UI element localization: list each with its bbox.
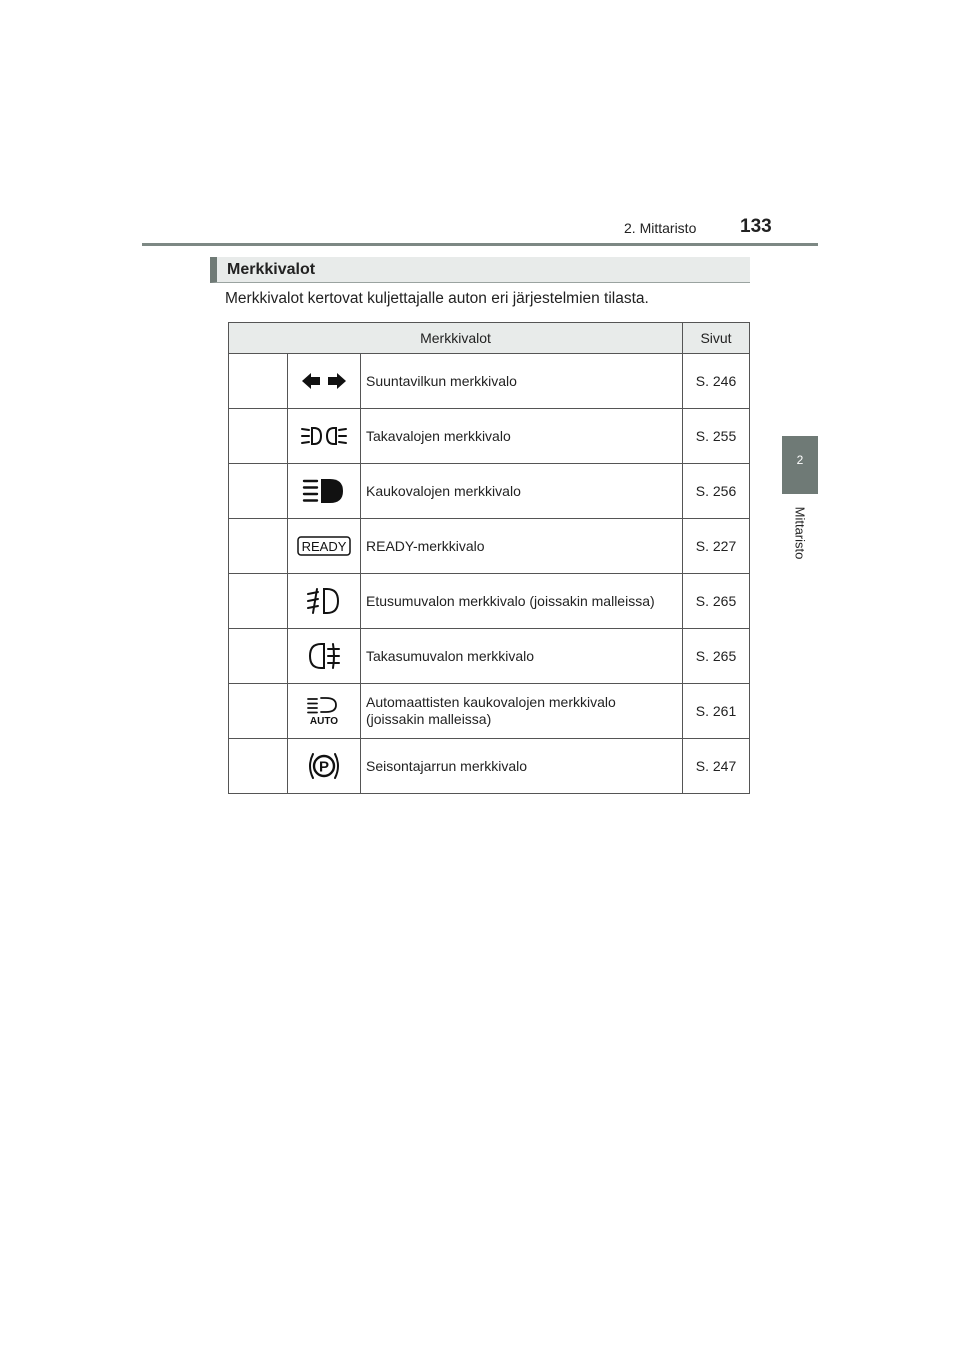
table-row: [229, 684, 750, 739]
turn-signal-arrows-icon: [300, 370, 348, 392]
table-row: [229, 354, 750, 409]
empty-cell: [229, 519, 288, 574]
table-row: [229, 629, 750, 684]
page-number: 133: [740, 216, 772, 237]
indicator-name: Takasumuvalon merkkivalo: [361, 629, 683, 684]
page-reference: S. 265: [683, 574, 750, 629]
indicator-name: Seisontajarrun merkkivalo: [361, 739, 683, 794]
indicator-name-line1: Automaattisten kaukovalojen merkkivalo: [366, 694, 616, 710]
table-row: [229, 409, 750, 464]
front-fog-light-icon: [304, 586, 344, 616]
tail-lights-icon: [300, 424, 348, 448]
auto-high-beam-icon: [302, 696, 346, 726]
svg-text:READY: READY: [301, 539, 347, 554]
header-divider: [142, 243, 818, 246]
page-reference: S. 265: [683, 629, 750, 684]
empty-cell: [229, 574, 288, 629]
svg-text:P: P: [318, 758, 330, 776]
svg-text:AUTO: AUTO: [309, 716, 339, 726]
page-reference: S. 246: [683, 354, 750, 409]
header-pages: Sivut: [683, 323, 750, 354]
empty-cell: [229, 354, 288, 409]
high-beam-icon: [300, 477, 348, 505]
chapter-title: 2. Mittaristo: [624, 220, 697, 236]
page-reference: S. 255: [683, 409, 750, 464]
empty-cell: [229, 684, 288, 739]
section-intro: Merkkivalot kertovat kuljettajalle auton eri järjestelmien tilasta.: [225, 290, 649, 307]
table-row: [229, 519, 750, 574]
page-reference: S. 256: [683, 464, 750, 519]
table-row: [229, 739, 750, 794]
indicator-name: READY-merkkivalo: [361, 519, 683, 574]
table-header-row: [229, 323, 750, 354]
section-heading-bar: [210, 257, 750, 283]
empty-cell: [229, 464, 288, 519]
ready-indicator-icon: [296, 535, 352, 557]
indicator-name: Suuntavilkun merkkivalo: [361, 354, 683, 409]
page-reference: S. 227: [683, 519, 750, 574]
empty-cell: [229, 629, 288, 684]
empty-cell: [229, 409, 288, 464]
indicator-name: Takavalojen merkkivalo: [361, 409, 683, 464]
table-row: [229, 574, 750, 629]
indicator-name: Kaukovalojen merkkivalo: [361, 464, 683, 519]
empty-cell: [229, 739, 288, 794]
rear-fog-light-icon: [304, 641, 344, 671]
chapter-tab-number: 2: [796, 453, 804, 467]
page-reference: S. 247: [683, 739, 750, 794]
section-title: Merkkivalot: [227, 261, 316, 278]
parking-brake-icon: [304, 750, 344, 782]
indicator-name: Etusumuvalon merkkivalo (joissakin malleissa): [361, 574, 683, 629]
indicator-table: [228, 322, 750, 794]
page-reference: S. 261: [683, 684, 750, 739]
indicator-name-line2: (joissakin malleissa): [366, 711, 492, 727]
header-indicators: Merkkivalot: [229, 323, 683, 354]
chapter-tab: [782, 436, 818, 494]
table-row: [229, 464, 750, 519]
chapter-tab-label: Mittaristo: [792, 506, 808, 560]
